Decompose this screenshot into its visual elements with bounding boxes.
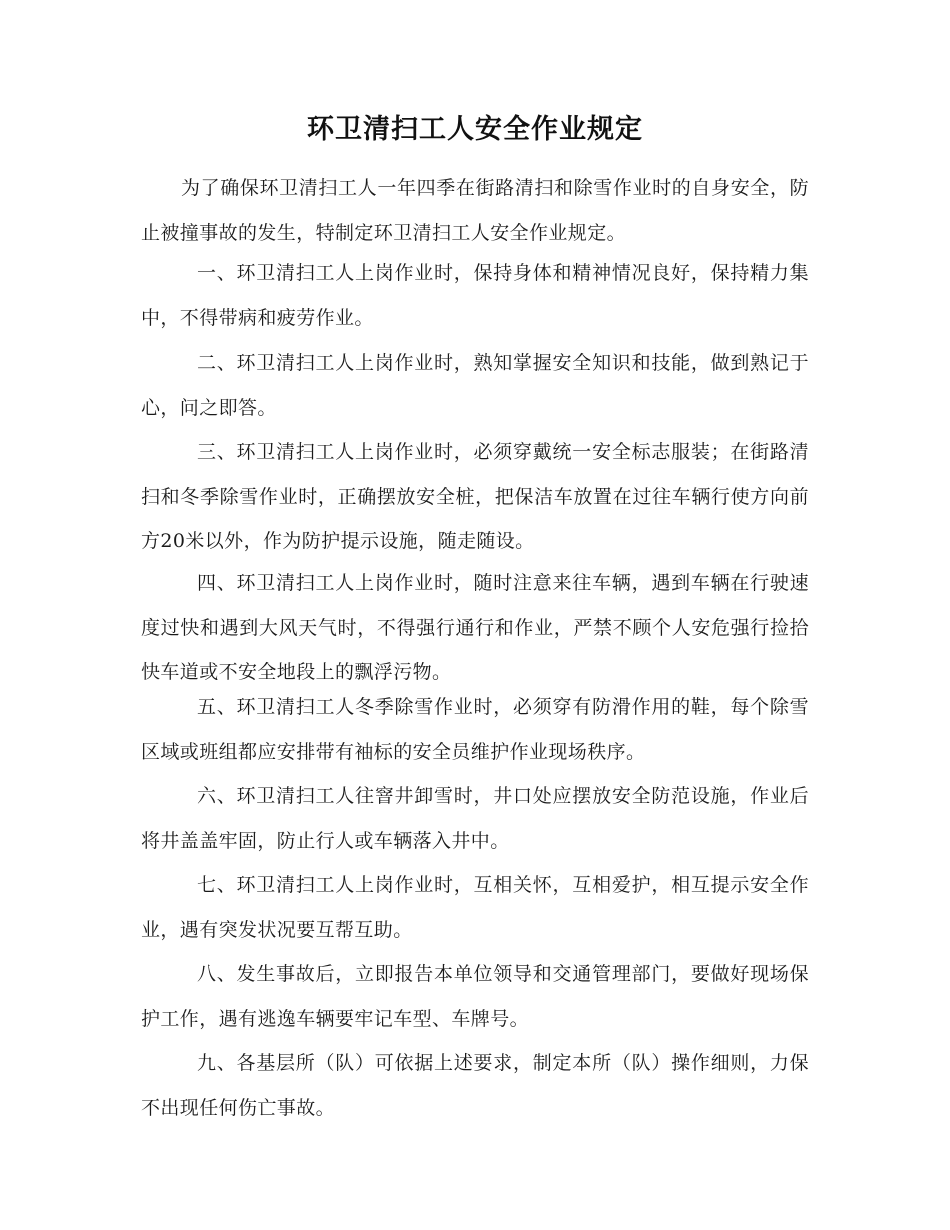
rule-paragraph-3: 三、环卫清扫工人上岗作业时，必须穿戴统一安全标志服装；在街路清扫和冬季除雪作业时，正确摆放安全桩，把保洁车放置在过往车辆行使方向前方20米以外，作为防护提示设施，随走随设。 (141, 441, 809, 552)
rule-paragraph-4: 四、环卫清扫工人上岗作业时，随时注意来往车辆，遇到车辆在行驶速度过快和遇到大风天气时，不得强行通行和作业，严禁不顾个人安危强行捡拾快车道或不安全地段上的飘浮污物。 (141, 572, 809, 683)
rule-paragraph-7: 七、环卫清扫工人上岗作业时，互相关怀，互相爱护，相互提示安全作业，遇有突发状况要互帮互助。 (141, 874, 809, 941)
rule-paragraph-8: 八、发生事故后，立即报告本单位领导和交通管理部门，要做好现场保护工作，遇有逃逸车辆要牢记车型、车牌号。 (141, 963, 809, 1030)
document-title: 环卫清扫工人安全作业规定 (307, 114, 643, 145)
rule-paragraph-1: 一、环卫清扫工人上岗作业时，保持身体和精神情况良好，保持精力集中，不得带病和疲劳作业。 (141, 262, 809, 329)
rule-paragraph-2: 二、环卫清扫工人上岗作业时，熟知掌握安全知识和技能，做到熟记于心，问之即答。 (141, 352, 809, 419)
rule-paragraph-6: 六、环卫清扫工人往窨井卸雪时，井口处应摆放安全防范设施，作业后将井盖盖牢固，防止行人或车辆落入井中。 (141, 785, 809, 852)
intro-paragraph: 为了确保环卫清扫工人一年四季在街路清扫和除雪作业时的自身安全，防止被撞事故的发生，特制定环卫清扫工人安全作业规定。 (141, 177, 809, 244)
rule-paragraph-9: 九、各基层所（队）可依据上述要求，制定本所（队）操作细则，力保不出现任何伤亡事故。 (141, 1052, 809, 1119)
rule-paragraph-5: 五、环卫清扫工人冬季除雪作业时，必须穿有防滑作用的鞋，每个除雪区域或班组都应安排带有袖标的安全员维护作业现场秩序。 (141, 696, 809, 763)
